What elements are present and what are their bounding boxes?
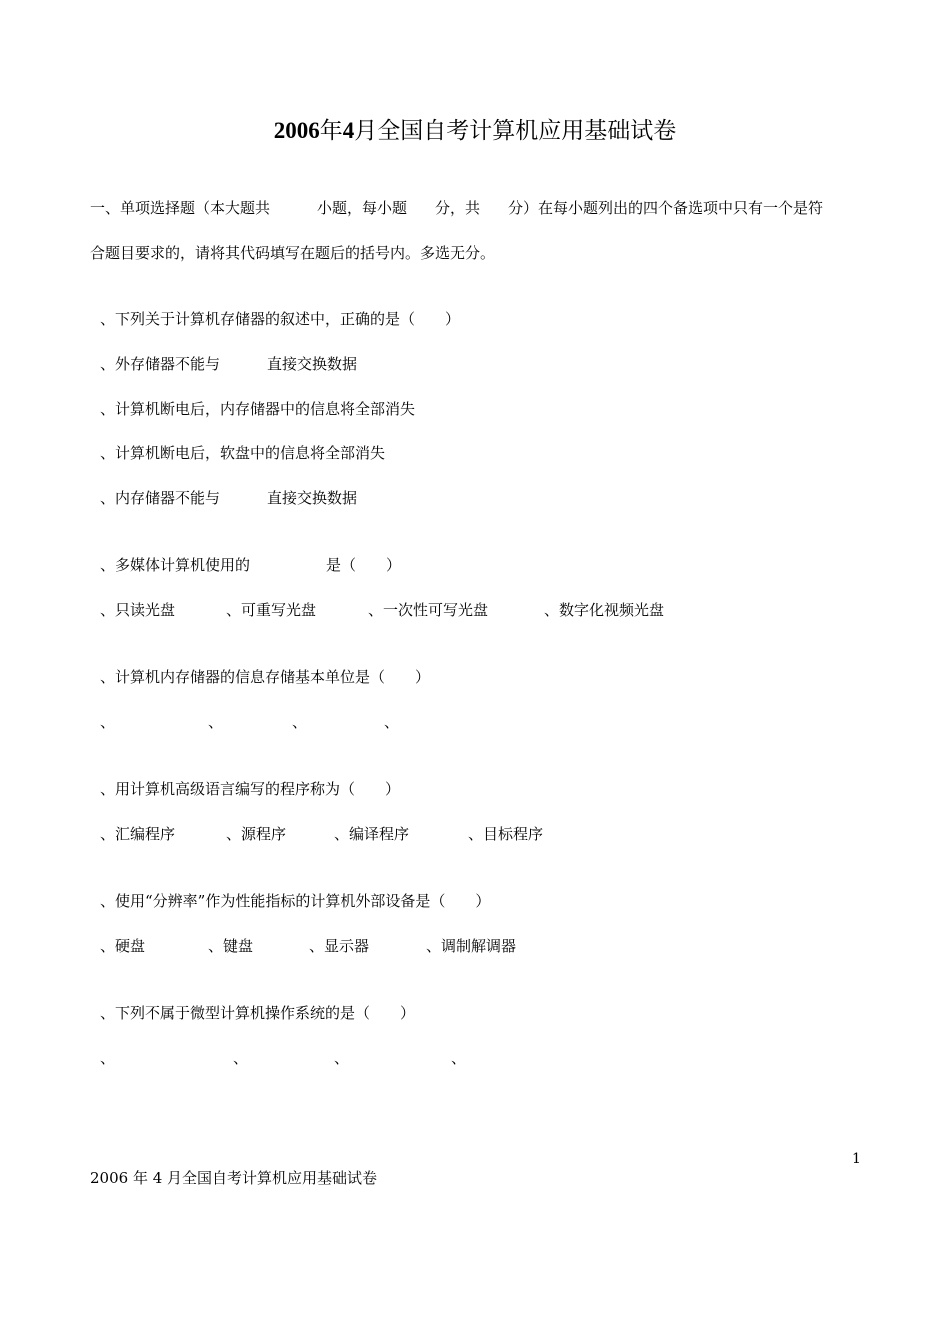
section-intro-a: 一、单项选择题（本大题共: [90, 199, 271, 217]
question-1-option-d-part1: 、内存储器不能与: [100, 489, 221, 507]
question-1-option-d-part2: 直接交换数据: [267, 489, 358, 507]
question-6-option-b: 、: [233, 1049, 249, 1067]
question-3-option-c: 、: [292, 713, 308, 731]
question-4-option-b: 、源程序: [226, 825, 287, 843]
question-2-stem-b: 是（ ）: [326, 556, 402, 574]
question-1-option-c: 、计算机断电后，软盘中的信息将全部消失: [100, 444, 386, 462]
question-4-option-c: 、编译程序: [334, 825, 410, 843]
question-3-option-b: 、: [208, 713, 224, 731]
footer-doc-title: 2006 年 4 月全国自考计算机应用基础试卷: [90, 1169, 378, 1187]
section-intro-d: 分）在每小题列出的四个备选项中只有一个是符: [508, 199, 824, 217]
question-2-stem-a: 、多媒体计算机使用的: [100, 556, 251, 574]
title-month: 4: [342, 118, 355, 143]
title-rest: 月全国自考计算机应用基础试卷: [354, 118, 677, 144]
question-4-stem: 、用计算机高级语言编写的程序称为（ ）: [100, 780, 401, 798]
question-5-stem: 、使用“分辨率”作为性能指标的计算机外部设备是（ ）: [100, 892, 491, 910]
question-4-option-a: 、汇编程序: [100, 825, 176, 843]
question-6-option-a: 、: [100, 1049, 116, 1067]
section-intro-c: 分，共: [435, 199, 481, 217]
question-6-option-c: 、: [334, 1049, 350, 1067]
question-5-option-b: 、键盘: [208, 937, 254, 955]
question-5-option-d: 、调制解调器: [426, 937, 517, 955]
question-1-option-b: 、计算机断电后，内存储器中的信息将全部消失: [100, 400, 416, 418]
section-intro-b: 小题，每小题: [317, 199, 408, 217]
question-1-stem: 、下列关于计算机存储器的叙述中，正确的是（ ）: [100, 310, 461, 328]
question-3-option-d: 、: [384, 713, 400, 731]
question-1-option-a-part2: 直接交换数据: [267, 355, 358, 373]
question-2-option-b: 、可重写光盘: [226, 601, 317, 619]
question-2-option-d: 、数字化视频光盘: [544, 601, 665, 619]
question-4-option-d: 、目标程序: [468, 825, 544, 843]
title-nian: 年: [319, 118, 343, 144]
question-2-option-c: 、一次性可写光盘: [368, 601, 489, 619]
question-6-option-d: 、: [451, 1049, 467, 1067]
question-6-stem: 、下列不属于微型计算机操作系统的是（ ）: [100, 1004, 416, 1022]
section-intro-line2: 合题目要求的，请将其代码填写在题后的括号内。多选无分。: [90, 244, 496, 262]
question-5-option-c: 、显示器: [309, 937, 370, 955]
question-3-stem: 、计算机内存储器的信息存储基本单位是（ ）: [100, 668, 431, 686]
page-number: 1: [852, 1151, 861, 1167]
question-5-option-a: 、硬盘: [100, 937, 146, 955]
title-year: 2006: [273, 118, 320, 143]
question-3-option-a: 、: [100, 713, 116, 731]
page-title: [0, 116, 950, 146]
question-1-option-a-part1: 、外存储器不能与: [100, 355, 221, 373]
question-2-option-a: 、只读光盘: [100, 601, 176, 619]
